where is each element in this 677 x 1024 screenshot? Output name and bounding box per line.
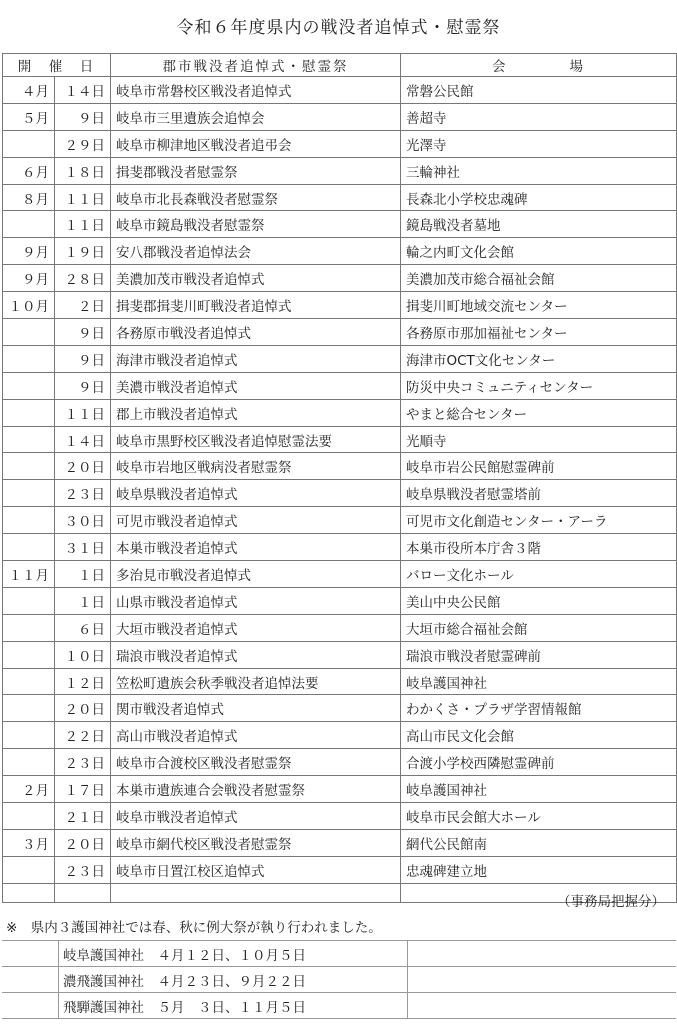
row-event: 安八郡戦没者追悼法会 [111,238,401,265]
credit-note: （事務局把握分） [557,894,665,910]
row-day: １８日 [55,157,111,184]
row-venue: 岐阜市民会館大ホール [401,803,677,830]
table-row [3,561,677,588]
table-row [3,776,677,803]
shrine-row [2,993,676,1019]
header-date: 開 催 日 [3,54,111,77]
row-day: １日 [55,561,111,588]
row-event: 岐阜市合渡校区戦没者慰霊祭 [111,749,401,776]
shrine-text: 岐阜護国神社 ４月１２日、１０月５日 [59,941,408,967]
table-row [3,480,677,507]
row-event: 笠松町遺族会秋季戦没者追悼法要 [111,668,401,695]
row-venue: 各務原市那加福祉センター [401,319,677,346]
row-day: ２９日 [55,130,111,157]
row-day: ９日 [55,372,111,399]
table-row [3,372,677,399]
row-day: １４日 [55,77,111,104]
row-month [3,749,55,776]
row-venue: 美濃加茂市総合福祉会館 [401,265,677,292]
row-day: ２日 [55,292,111,319]
row-event: 岐阜市日置江校区追悼式 [111,856,401,883]
row-venue: やまと総合センター [401,399,677,426]
row-event: 岐阜県戦没者追悼式 [111,480,401,507]
table-header-row [3,54,677,77]
shrine-row [2,967,676,993]
row-month [3,345,55,372]
row-day: ３１日 [55,534,111,561]
table-row [3,749,677,776]
row-event: 揖斐郡揖斐川町戦没者追悼式 [111,292,401,319]
row-day: ９日 [55,103,111,130]
row-venue: 防災中央コミュニティセンター [401,372,677,399]
row-month [3,803,55,830]
table-row [3,265,677,292]
shrine-note: ※ 県内３護国神社では春、秋に例大祭が執り行われました。 [6,920,382,936]
row-month [3,453,55,480]
table-row [3,399,677,426]
row-venue: 光順寺 [401,426,677,453]
events-table [2,53,677,903]
row-month: １１月 [3,561,55,588]
row-month [3,695,55,722]
row-event: 山県市戦没者追悼式 [111,587,401,614]
row-month: ６月 [3,157,55,184]
row-event: 揖斐郡戦没者慰霊祭 [111,157,401,184]
row-venue: わかくさ・プラザ学習情報館 [401,695,677,722]
table-row [3,238,677,265]
row-month [3,399,55,426]
row-day: １２日 [55,668,111,695]
row-month [3,668,55,695]
row-day: １日 [55,587,111,614]
header-event: 郡市戦没者追悼式・慰霊祭 [111,54,401,77]
row-venue: 岐阜県戦没者慰霊塔前 [401,480,677,507]
table-row [3,426,677,453]
row-event: 岐阜市岩地区戦病没者慰霊祭 [111,453,401,480]
row-day: １９日 [55,238,111,265]
row-day: ２３日 [55,749,111,776]
row-event: 多治見市戦没者追悼式 [111,561,401,588]
row-month [3,856,55,883]
row-venue: 合渡小学校西隣慰霊碑前 [401,749,677,776]
row-day: １１日 [55,184,111,211]
row-venue: 網代公民館南 [401,829,677,856]
row-day: １１日 [55,399,111,426]
row-event: 海津市戦没者追悼式 [111,345,401,372]
row-day: ２０日 [55,695,111,722]
row-day: １１日 [55,211,111,238]
row-venue: 輪之内町文化会館 [401,238,677,265]
row-event: 岐阜市柳津地区戦没者追弔会 [111,130,401,157]
table-row [3,856,677,883]
row-venue: 海津市OCT文化センター [401,345,677,372]
row-month [3,130,55,157]
row-venue: 岐阜護国神社 [401,776,677,803]
row-day: ２０日 [55,453,111,480]
row-venue: 光澤寺 [401,130,677,157]
row-day: ９日 [55,319,111,346]
row-month [3,319,55,346]
row-venue: 鏡島戦没者墓地 [401,211,677,238]
row-venue: 瑞浪市戦没者慰霊碑前 [401,641,677,668]
table-row [3,803,677,830]
row-venue: 美山中央公民館 [401,587,677,614]
table-row [3,103,677,130]
row-month: ２月 [3,776,55,803]
row-venue: 本巣市役所本庁舎３階 [401,534,677,561]
row-month [3,641,55,668]
shrine-table [2,940,676,1019]
row-month [3,211,55,238]
table-row [3,695,677,722]
row-day: ２３日 [55,480,111,507]
table-row [3,641,677,668]
row-venue: 大垣市総合福祉会館 [401,614,677,641]
row-month [3,507,55,534]
row-month: ５月 [3,103,55,130]
row-month: ４月 [3,77,55,104]
row-day: １７日 [55,776,111,803]
row-day: １４日 [55,426,111,453]
row-month [3,722,55,749]
row-venue: バロー文化ホール [401,561,677,588]
row-event: 瑞浪市戦没者追悼式 [111,641,401,668]
table-row [3,211,677,238]
table-row [3,184,677,211]
row-month [3,372,55,399]
table-row [3,722,677,749]
shrine-row [2,941,676,967]
row-month: ９月 [3,238,55,265]
row-month [3,534,55,561]
row-venue: 善超寺 [401,103,677,130]
row-venue: 岐阜護国神社 [401,668,677,695]
page-title: 令和６年度県内の戦没者追悼式・慰霊祭 [176,18,501,38]
table-row [3,587,677,614]
row-event: 高山市戦没者追悼式 [111,722,401,749]
row-day: ６日 [55,614,111,641]
row-event: 可児市戦没者追悼式 [111,507,401,534]
row-venue: 忠魂碑建立地 [401,856,677,883]
table-row [3,319,677,346]
table-row [3,668,677,695]
row-event: 大垣市戦没者追悼式 [111,614,401,641]
table-row [3,345,677,372]
row-day: １０日 [55,641,111,668]
table-row [3,453,677,480]
shrine-text: 飛騨護国神社 ５月 ３日、１１月５日 [59,993,408,1019]
row-venue: 可児市文化創造センター・アーラ [401,507,677,534]
row-event: 岐阜市三里遺族会追悼会 [111,103,401,130]
row-venue: 長森北小学校忠魂碑 [401,184,677,211]
row-event: 岐阜市黒野校区戦没者追悼慰霊法要 [111,426,401,453]
shrine-text: 濃飛護国神社 ４月２３日、９月２２日 [59,967,408,993]
row-event: 本巣市戦没者追悼式 [111,534,401,561]
row-month [3,614,55,641]
row-event: 岐阜市常磐校区戦没者追悼式 [111,77,401,104]
row-day: ２１日 [55,803,111,830]
row-day: ２３日 [55,856,111,883]
row-event: 美濃市戦没者追悼式 [111,372,401,399]
row-event: 岐阜市戦没者追悼式 [111,803,401,830]
row-month: ９月 [3,265,55,292]
header-venue: 会 場 [401,54,677,77]
row-month [3,587,55,614]
row-event: 岐阜市北長森戦没者慰霊祭 [111,184,401,211]
row-event: 美濃加茂市戦没者追悼式 [111,265,401,292]
row-day: ２２日 [55,722,111,749]
row-event: 関市戦没者追悼式 [111,695,401,722]
table-row [3,130,677,157]
table-row [3,292,677,319]
row-day: ３０日 [55,507,111,534]
table-row [3,157,677,184]
row-venue: 三輪神社 [401,157,677,184]
row-venue: 岐阜市岩公民館慰霊碑前 [401,453,677,480]
table-row [3,507,677,534]
row-event: 各務原市戦没者追悼式 [111,319,401,346]
row-venue: 揖斐川町地域交流センター [401,292,677,319]
row-event: 本巣市遺族連合会戦没者慰霊祭 [111,776,401,803]
table-row [3,77,677,104]
row-day: ９日 [55,345,111,372]
row-venue: 高山市民文化会館 [401,722,677,749]
row-day: ２８日 [55,265,111,292]
row-day: ２０日 [55,829,111,856]
table-row [3,829,677,856]
row-event: 郡上市戦没者追悼式 [111,399,401,426]
row-month: ３月 [3,829,55,856]
row-month [3,426,55,453]
row-venue: 常磐公民館 [401,77,677,104]
row-event: 岐阜市鏡島戦没者慰霊祭 [111,211,401,238]
row-month: ８月 [3,184,55,211]
table-row [3,534,677,561]
row-event: 岐阜市網代校区戦没者慰霊祭 [111,829,401,856]
row-month [3,480,55,507]
table-row [3,614,677,641]
row-month: １０月 [3,292,55,319]
